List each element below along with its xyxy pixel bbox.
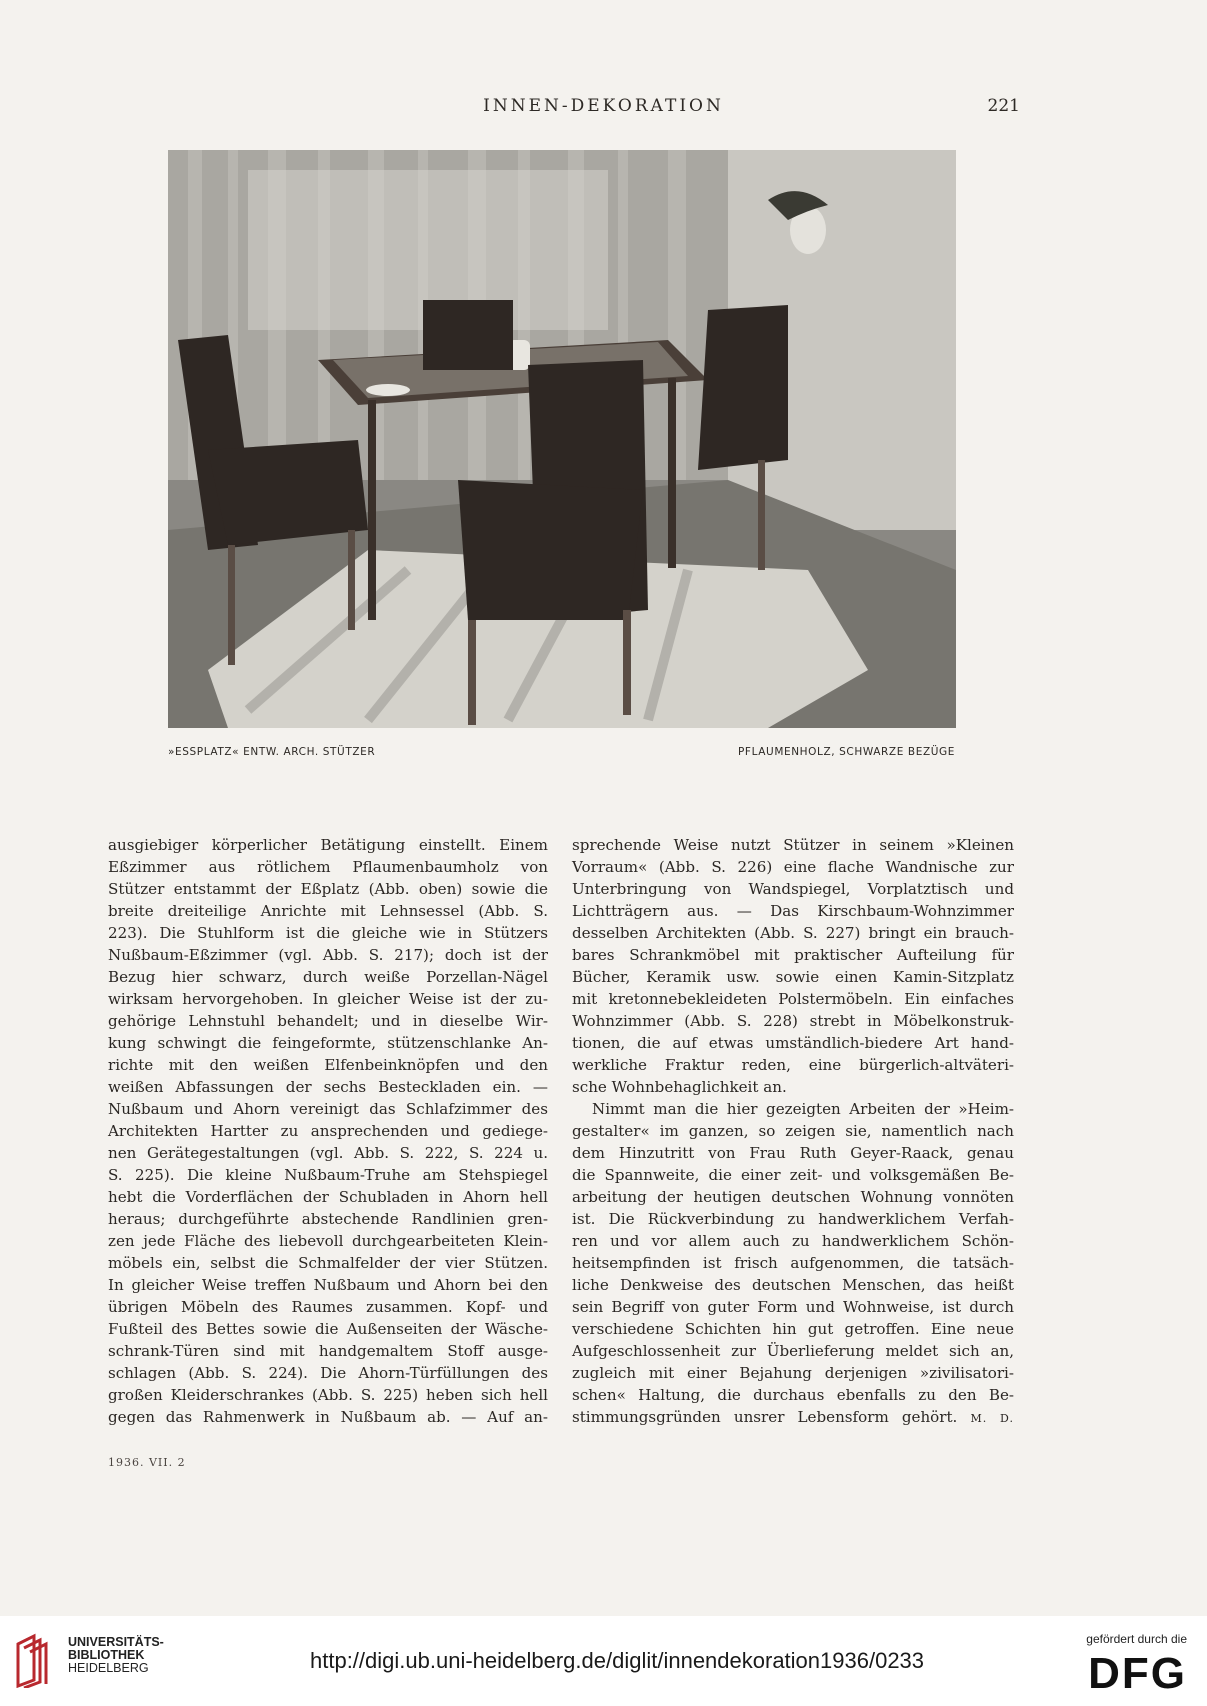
paragraph (572, 834, 1014, 1098)
text-line: verschiedene Schichten hin gut getroffen. Eine neue (572, 1320, 1014, 1338)
text-line: Nußbaum und Ahorn vereinigt das Schlafzimmer des (108, 1100, 548, 1118)
text-line: sche Wohnbehaglichkeit an. (572, 1078, 787, 1096)
text-line: ist. Die Rückverbindung zu handwerklichem Verfah- (572, 1210, 1014, 1228)
text-line: sein Begriff von guter Form und Wohnweise, ist durch (572, 1298, 1014, 1316)
text-line: richte mit den weißen Elfenbeinknöpfen und den (108, 1056, 548, 1074)
text-column-left (108, 834, 548, 1428)
text-line: Stützer entstammt der Eßplatz (Abb. oben) sowie die (108, 880, 548, 898)
text-line: gestalter« im ganzen, so zeigen sie, namentlich nach (572, 1122, 1014, 1140)
text-line: zen jede Fläche des liebevoll durchgearbeiteten Klein- (108, 1232, 548, 1250)
text-line: Lichtträgern aus. — Das Kirschbaum-Wohnzimmer (572, 902, 1014, 920)
text-line: schlagen (Abb. S. 224). Die Ahorn-Türfüllungen des (108, 1364, 548, 1382)
author-signature: M. D. (970, 1412, 1014, 1425)
text-line: Nußbaum-Eßzimmer (vgl. Abb. S. 217); doch ist der (108, 946, 548, 964)
final-sentence: stimmungsgründen unsrer Lebensform gehört. (572, 1408, 958, 1426)
text-line: Eßzimmer aus rötlichem Pflaumenbaumholz von (108, 858, 548, 876)
text-line: weißen Abfassungen der sechs Besteckladen ein. — (108, 1078, 548, 1096)
text-line: ausgiebiger körperlicher Betätigung einstellt. Einem (108, 836, 548, 854)
text-line: breite dreiteilige Anrichte mit Lehnsessel (Abb. S. (108, 902, 548, 920)
text-line: wirksam hervorgehoben. In gleicher Weise ist der zu- (108, 990, 548, 1008)
text-line: schrank-Türen sind mit handgemaltem Stoff ausge- (108, 1342, 548, 1360)
text-line: bares Schrankmöbel mit praktischer Aufteilung für (572, 946, 1014, 964)
text-line: heraus; durchgeführte abstechende Randlinien gren- (108, 1210, 548, 1228)
text-line: die Spannweite, die einer zeit- und volksgemäßen Be- (572, 1166, 1014, 1184)
text-line: Architekten Hartter zu ansprechenden und gediege- (108, 1122, 548, 1140)
text-line: tionen, die auf etwas umständlich-biedere Art hand- (572, 1034, 1014, 1052)
page-number: 221 (987, 96, 1020, 116)
text-line (572, 1406, 1014, 1430)
text-line: Fußteil des Bettes sowie die Außenseiten der Wäsche- (108, 1320, 548, 1338)
text-line: dem Hinzutritt von Frau Ruth Geyer-Raack, genau (572, 1144, 1014, 1162)
text-line: S. 225). Die kleine Nußbaum-Truhe am Stehspiegel (108, 1166, 548, 1184)
text-line: liche Denkweise des deutschen Menschen, das heißt (572, 1276, 1014, 1294)
paragraph (108, 834, 548, 1428)
text-line: sprechende Weise nutzt Stützer in seinem »Kleinen (572, 836, 1014, 854)
library-name-line: BIBLIOTHEK (68, 1648, 145, 1662)
text-line: hebt die Vorderflächen der Schubladen in Ahorn hell (108, 1188, 548, 1206)
text-line: gegen das Rahmenwerk in Nußbaum ab. — Auf an- (108, 1408, 548, 1426)
dfg-logo: DFG (1088, 1649, 1187, 1698)
text-line: In gleicher Weise treffen Nußbaum und Ahorn bei den (108, 1276, 548, 1294)
source-url-link[interactable]: http://digi.ub.uni-heidelberg.de/diglit/innendekoration1936/0233 (310, 1648, 925, 1673)
text-line: Unterbringung von Wandspiegel, Vorplatztisch und (572, 880, 1014, 898)
text-line: Bücher, Keramik usw. sowie einen Kamin-Sitzplatz (572, 968, 1014, 986)
library-name (68, 1636, 164, 1675)
issue-mark: 1936. VII. 2 (108, 1456, 186, 1469)
caption-right: PFLAUMENHOLZ, SCHWARZE BEZÜGE (738, 746, 955, 758)
caption-left: »ESSPLATZ« ENTW. ARCH. STÜTZER (168, 746, 376, 758)
text-line: desselben Architekten (Abb. S. 227) bringt ein brauch- (572, 924, 1014, 942)
text-line: Aufgeschlossenheit zur Überlieferung meldet sich an, (572, 1342, 1014, 1360)
text-line: großen Kleiderschrankes (Abb. S. 225) heben sich hell (108, 1386, 548, 1404)
text-line: Bezug hier schwarz, durch weiße Porzellan-Nägel (108, 968, 548, 986)
footer-bar (0, 1616, 1207, 1706)
text-line: Vorraum« (Abb. S. 226) eine flache Wandnische zur (572, 858, 1014, 876)
text-line: heitsempfinden ist frisch aufgenommen, die tatsäch- (572, 1254, 1014, 1272)
text-line: werkliche Fraktur reden, eine bürgerlich-altväteri- (572, 1056, 1014, 1074)
text-line: schen« Haltung, die durchaus ebenfalls zu den Be- (572, 1386, 1014, 1404)
text-line: zugleich mit einer Bejahung derjenigen »zivilisatori- (572, 1364, 1014, 1382)
text-line: möbels ein, selbst die Schmalfelder der vier Stützen. (108, 1254, 548, 1272)
photo-illustration (168, 150, 956, 728)
text-line: 223). Die Stuhlform ist die gleiche wie in Stützers (108, 924, 548, 942)
paragraph (572, 1098, 1014, 1430)
text-line: mit kretonnebekleideten Polstermöbeln. Ein einfaches (572, 990, 1014, 1008)
text-line: gehörige Lehnstuhl behandelt; und in dieselbe Wir- (108, 1012, 548, 1030)
text-line: Wohnzimmer (Abb. S. 228) strebt in Möbelkonstruk- (572, 1012, 1014, 1030)
text-line: nen Gerätegestaltungen (vgl. Abb. S. 222, S. 224 u. (108, 1144, 548, 1162)
text-line: Nimmt man die hier gezeigten Arbeiten der »Heim- (592, 1100, 1014, 1118)
text-column-right (572, 834, 1014, 1430)
text-line: arbeitung der heutigen deutschen Wohnung vonnöten (572, 1188, 1014, 1206)
dining-room-photo (168, 150, 956, 728)
text-line: kung schwingt die feingeformte, stützenschlanke An- (108, 1034, 548, 1052)
library-name-line: HEIDELBERG (68, 1661, 149, 1675)
running-title: INNEN-DEKORATION (483, 96, 724, 116)
funding-label: gefördert durch die (1086, 1632, 1187, 1646)
text-line: übrigen Möbeln des Raumes zusammen. Kopf- und (108, 1298, 548, 1316)
text-line: ren und vor allem auch zu handwerklichem Schön- (572, 1232, 1014, 1250)
library-name-line: UNIVERSITÄTS- (68, 1635, 164, 1649)
university-library-logo-icon (14, 1632, 60, 1688)
